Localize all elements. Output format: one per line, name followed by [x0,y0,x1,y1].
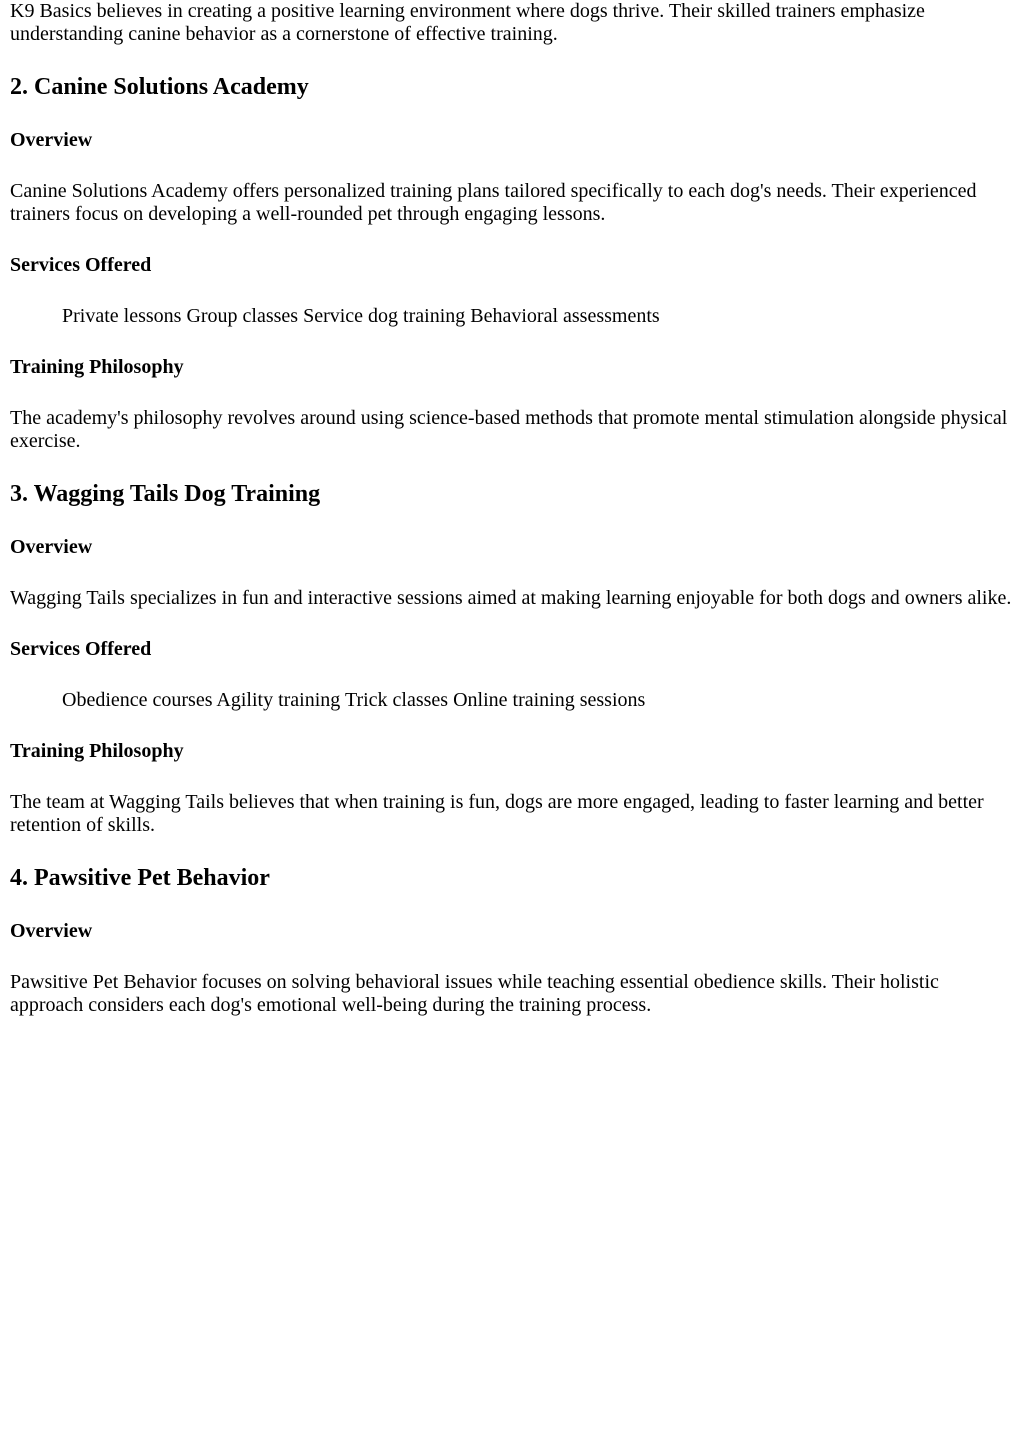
overview-heading: Overview [10,536,93,558]
list-item: Agility training [216,689,341,711]
list-item: Behavioral assessments [470,305,660,327]
philosophy-heading: Training Philosophy [10,740,184,762]
section-title-canine-solutions: 2. Canine Solutions Academy [10,74,309,100]
services-list [62,689,1016,712]
section-title-wagging-tails: 3. Wagging Tails Dog Training [10,481,321,507]
list-item: Service dog training [303,305,466,327]
overview-text: Canine Solutions Academy offers personalized training plans tailored specifically to each dog's needs. Their experienced trainers focus on developing a well-rounded pet through engaging lessons. [10,180,977,225]
section-title-pawsitive: 4. Pawsitive Pet Behavior [10,865,270,891]
list-item: Online training sessions [453,689,646,711]
list-item: Obedience courses [62,689,213,711]
intro-paragraph: K9 Basics believes in creating a positive learning environment where dogs thrive. Their skilled trainers emphasize understanding canine behavior as a cornerstone of effective training. [10,0,925,45]
philosophy-heading: Training Philosophy [10,356,184,378]
list-item: Private lessons [62,305,182,327]
overview-text: Pawsitive Pet Behavior focuses on solving behavioral issues while teaching essential obedience skills. Their holistic approach considers each dog's emotional well-being during the training process. [10,971,939,1016]
services-heading: Services Offered [10,638,152,660]
overview-text: Wagging Tails specializes in fun and interactive sessions aimed at making learning enjoyable for both dogs and owners alike. [10,587,1012,609]
services-heading: Services Offered [10,254,152,276]
philosophy-text: The team at Wagging Tails believes that when training is fun, dogs are more engaged, leading to faster learning and better retention of skills. [10,791,984,836]
list-item: Group classes [186,305,299,327]
overview-heading: Overview [10,920,93,942]
list-item: Trick classes [344,689,449,711]
overview-heading: Overview [10,129,93,151]
philosophy-text: The academy's philosophy revolves around using science-based methods that promote mental stimulation alongside physical exercise. [10,407,1008,452]
services-list [62,305,1016,328]
